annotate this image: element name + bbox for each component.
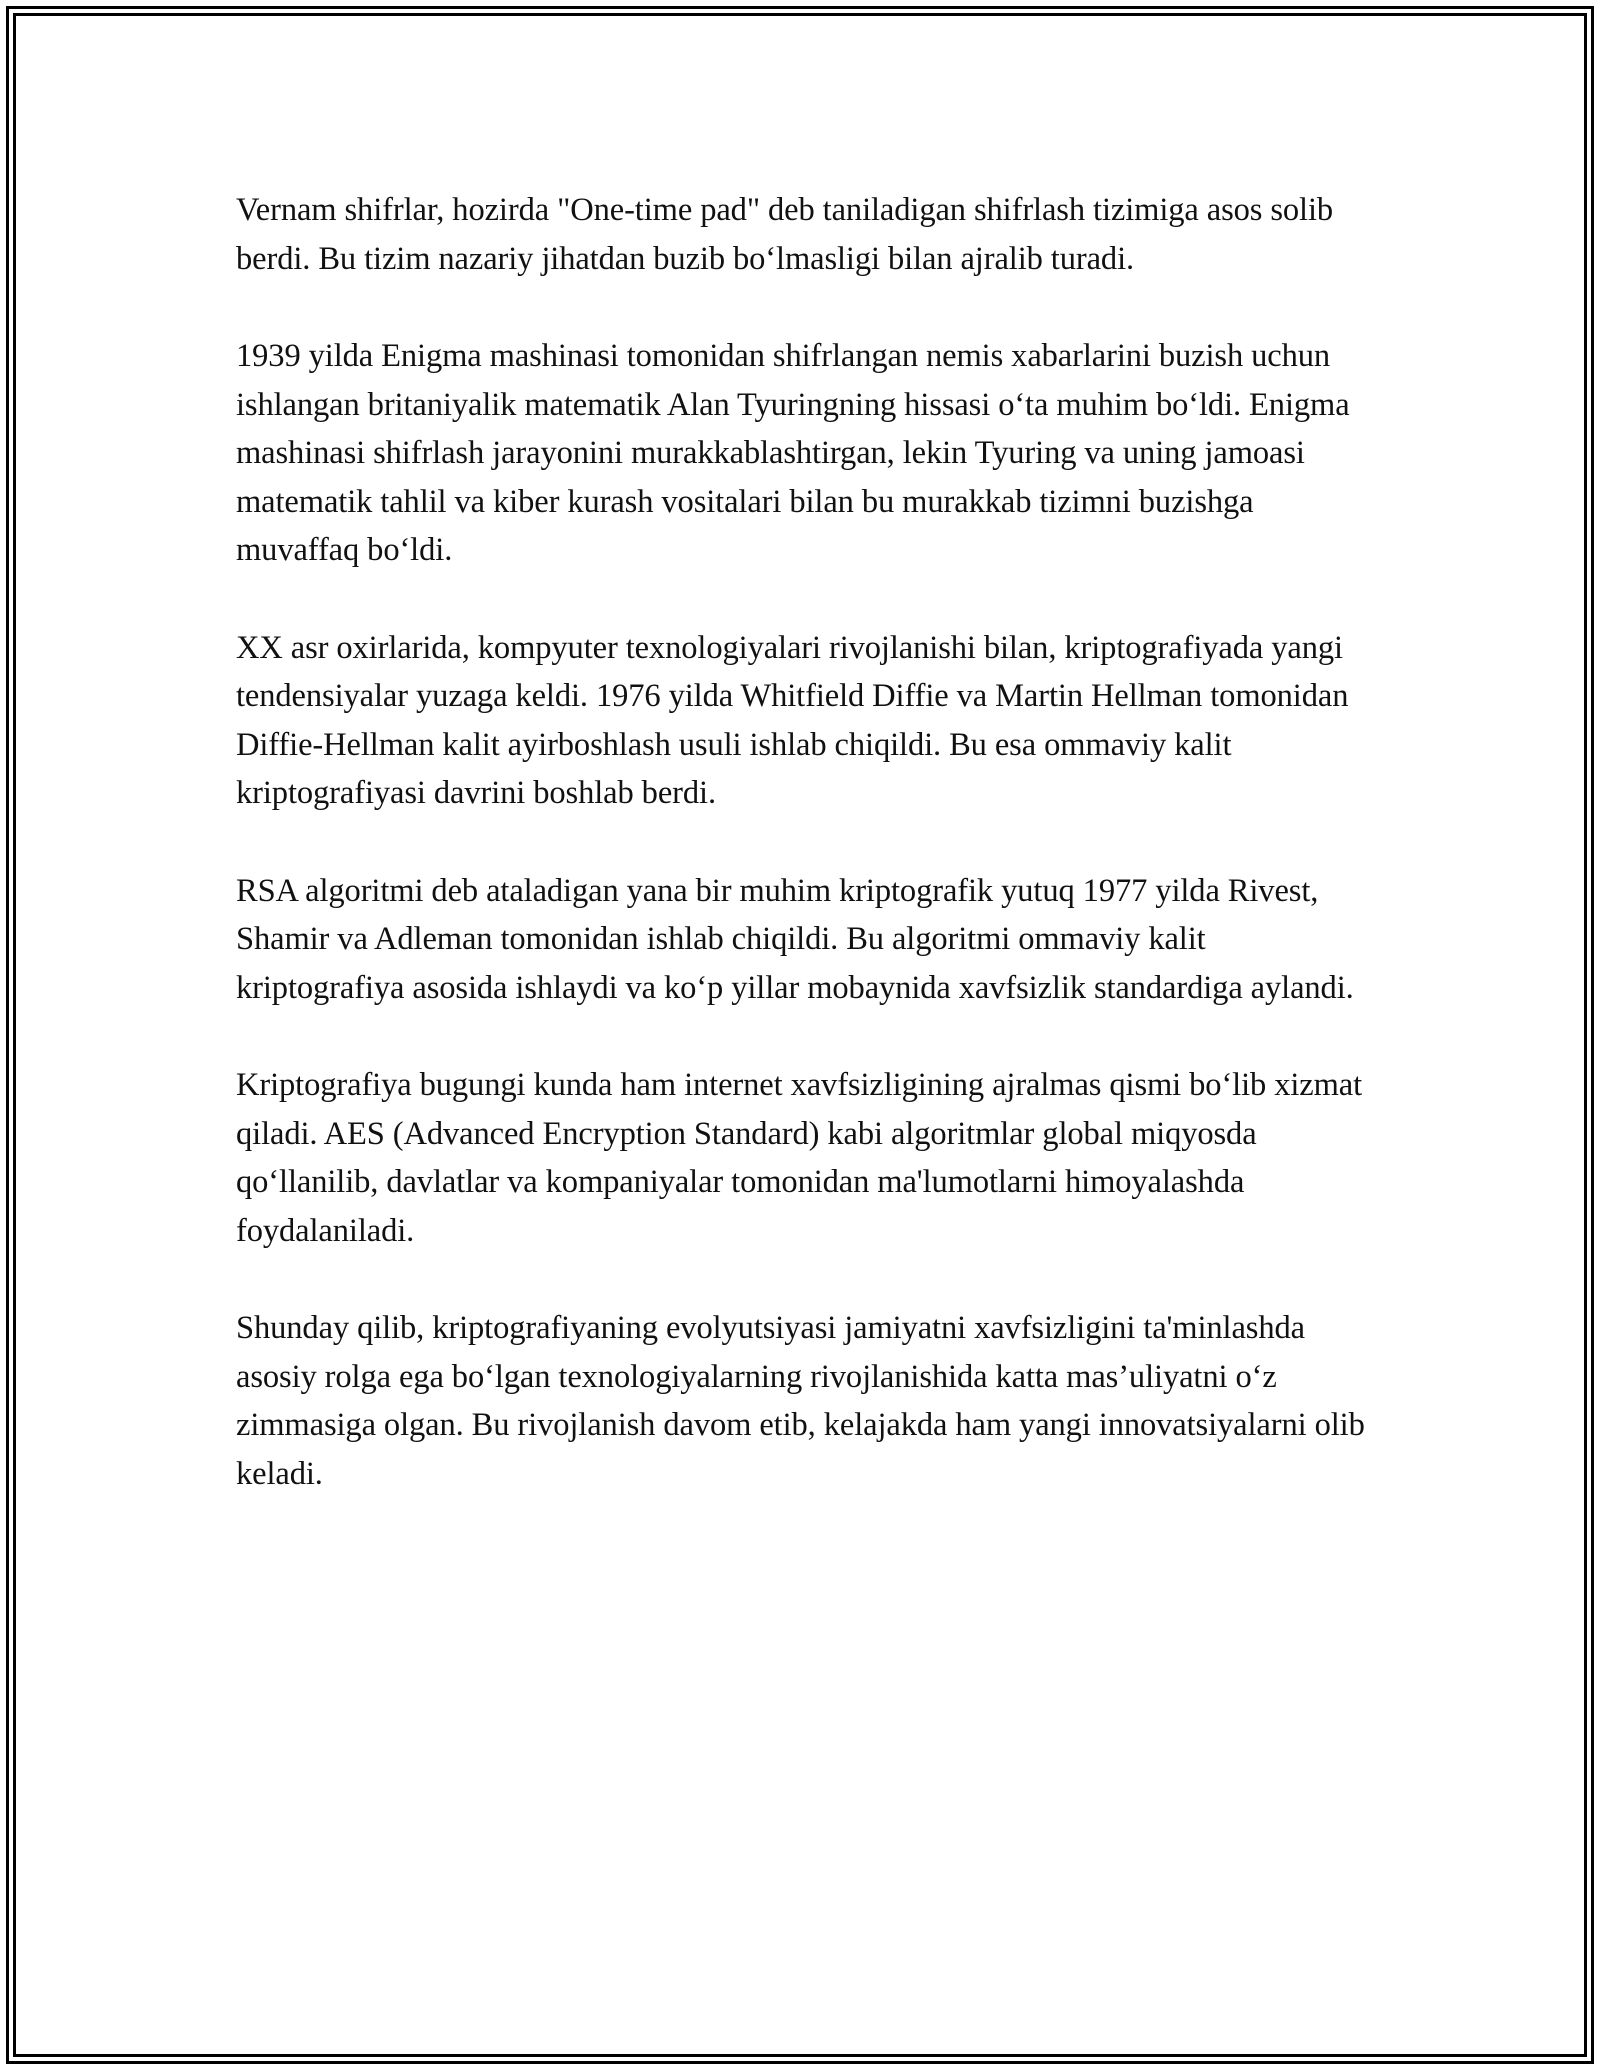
paragraph-enigma: 1939 yilda Enigma mashinasi tomonidan shifrlangan nemis xabarlarini buzish uchun ishlangan britaniyalik matematik Alan Tyuringning hissasi o‘ta muhim bo‘ldi. Enigma mashinasi shifrlash jarayonini murakkablashtirgan, lekin Tyuring va uning jamoasi matematik tahlil va kiber kurash vositalari bilan bu murakkab tizimni buzishga muvaffaq bo‘ldi. (236, 338, 1350, 568)
paragraph-diffie-hellman: XX asr oxirlarida, kompyuter texnologiyalari rivojlanishi bilan, kriptografiyada yangi tendensiyalar yuzaga keldi. 1976 yilda Whitfield Diffie va Martin Hellman tomonidan Diffie-Hellman kalit ayirboshlash usuli ishlab chiqildi. Bu esa ommaviy kalit kriptografiyasi davrini boshlab berdi. (236, 629, 1349, 811)
paragraph-aes: Kriptografiya bugungi kunda ham internet xavfsizligining ajralmas qismi bo‘lib xizmat qiladi. AES (Advanced Encryption Standard) kabi algoritmlar global miqyosda qo‘llanilib, davlatlar va kompaniyalar tomonidan ma'lumotlarni himoyalashda foydalaniladi. (236, 1067, 1363, 1249)
paragraph-rsa: RSA algoritmi deb ataladigan yana bir muhim kriptografik yutuq 1977 yilda Rivest, Shamir va Adleman tomonidan ishlab chiqildi. Bu algoritmi ommaviy kalit kriptografiya asosida ishlaydi va ko‘p yillar mobaynida xavfsizlik standardiga aylandi. (236, 872, 1354, 1006)
paragraph-conclusion: Shunday qilib, kriptografiyaning evolyutsiyasi jamiyatni xavfsizligini ta'minlashda asosiy rolga ega bo‘lgan texnologiyalarning rivojlanishida katta mas’uliyatni o‘z zimmasiga olgan. Bu rivojlanish davom etib, kelajakda ham yangi innovatsiyalarni olib keladi. (236, 1310, 1365, 1492)
paragraph-vernam: Vernam shifrlar, hozirda "One-time pad" deb taniladigan shifrlash tizimiga asos solib berdi. Bu tizim nazariy jihatdan buzib bo‘lmasligi bilan ajralib turadi. (236, 192, 1334, 277)
document-body (236, 186, 1366, 1547)
